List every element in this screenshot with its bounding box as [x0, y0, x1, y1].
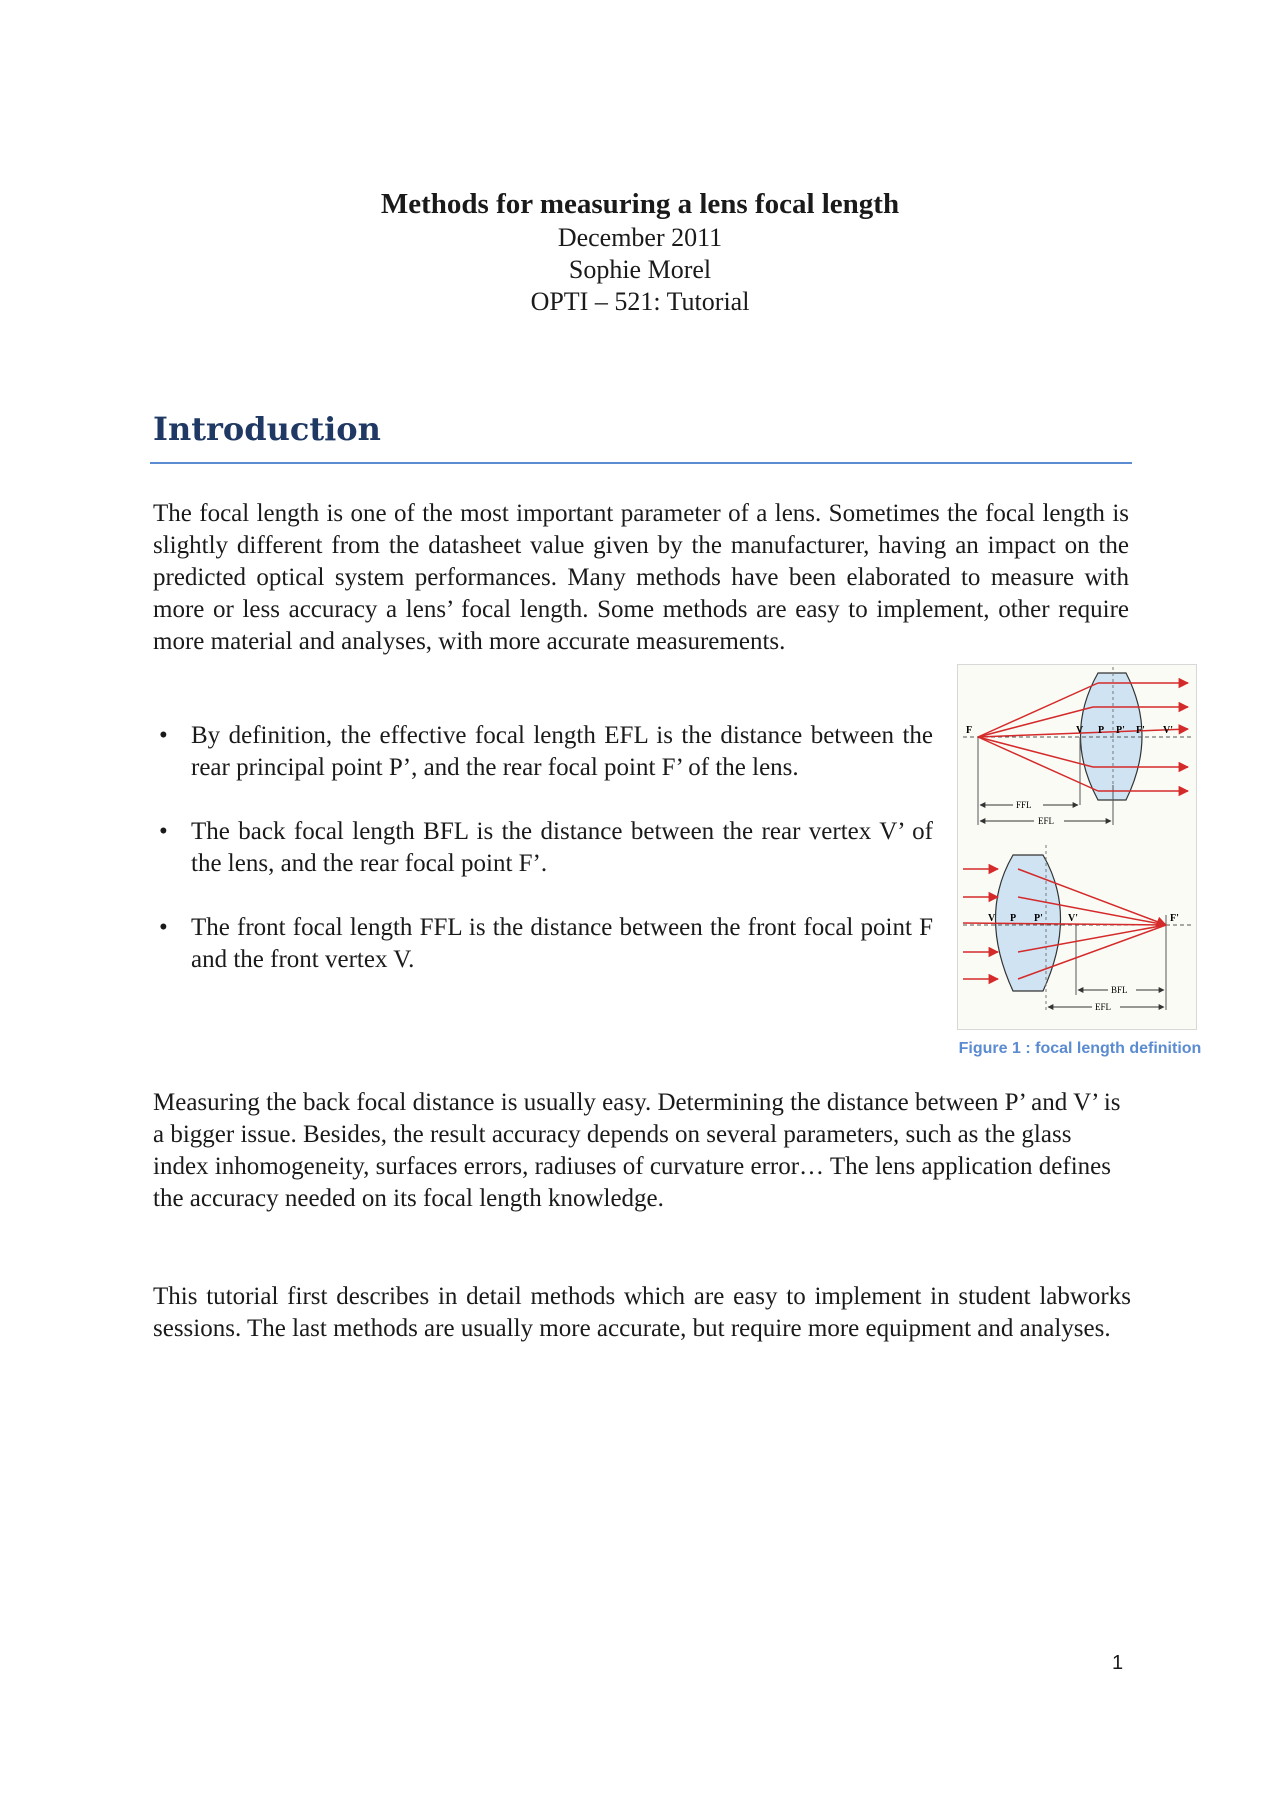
list-item-text: By definition, the effective focal length EFL is the distance between the rear principal point P’, and the rear focal point F’ of the lens. — [191, 722, 933, 781]
page-number: 1 — [1112, 1652, 1124, 1674]
top-label-efl: EFL — [1038, 816, 1055, 826]
bottom-label-bfl: BFL — [1111, 985, 1128, 995]
top-diagram — [963, 667, 1193, 826]
top-label-p: P — [1098, 725, 1105, 736]
lens-diagram — [958, 665, 1196, 1029]
bottom-label-f-prime: F' — [1170, 913, 1179, 924]
list-item — [153, 912, 933, 976]
top-label-f-prime: F' — [1136, 725, 1145, 736]
top-label-p-prime: P' — [1116, 725, 1125, 736]
bottom-label-v: V — [988, 913, 996, 924]
list-item — [153, 720, 933, 784]
bottom-label-efl: EFL — [1095, 1002, 1112, 1012]
list-item-text: The back focal length BFL is the distance between the rear vertex V’ of the lens, and the rear focal point F’. — [191, 818, 933, 877]
list-item — [153, 816, 933, 880]
section-heading: Introduction — [153, 410, 381, 448]
title-block — [0, 186, 1280, 318]
bottom-diagram — [963, 845, 1193, 1012]
document-course: OPTI – 521: Tutorial — [530, 287, 750, 316]
document-title: Methods for measuring a lens focal length — [380, 188, 900, 220]
top-label-ffl: FFL — [1016, 800, 1032, 810]
focal-length-figure — [957, 664, 1197, 1030]
bottom-label-p-prime: P' — [1034, 913, 1043, 924]
top-label-f: F — [966, 725, 973, 736]
paragraph-3: This tutorial first describes in detail methods which are easy to implement in student labworks sessions. The last methods are usually more accurate, but require more equipment and analyses. — [153, 1283, 1131, 1342]
figure-caption: Figure 1 : focal length definition — [958, 1040, 1202, 1057]
paragraph-2: Measuring the back focal distance is usually easy. Determining the distance between P’ and V’ is a bigger issue. Besides, the result accuracy depends on several parameters, such as the glass index inhomogeneity, surfaces errors, radiuses of curvature error… The lens application defines the accuracy needed on its focal length knowledge. — [153, 1089, 1121, 1212]
intro-paragraph: The focal length is one of the most important parameter of a lens. Sometimes the focal length is slightly different from the datasheet value given by the manufacturer, having an impact on the predicted optical system performances. Many methods have been elaborated to measure with more or less accuracy a lens’ focal length. Some methods are easy to implement, other require more material and analyses, with more accurate measurements. — [153, 500, 1129, 655]
definition-list — [153, 720, 933, 976]
bullet-marker: • — [159, 818, 168, 845]
bullet-marker: • — [159, 914, 168, 941]
heading-rule — [150, 462, 1132, 464]
document-author: Sophie Morel — [568, 255, 712, 284]
top-label-v: V — [1076, 725, 1084, 736]
top-label-v-prime: V' — [1163, 725, 1173, 736]
bullet-marker: • — [159, 722, 168, 749]
bottom-label-v-prime: V' — [1068, 913, 1078, 924]
bottom-label-p: P — [1010, 913, 1017, 924]
list-item-text: The front focal length FFL is the distance between the front focal point F and the front vertex V. — [191, 914, 933, 973]
document-date: December 2011 — [557, 223, 723, 252]
